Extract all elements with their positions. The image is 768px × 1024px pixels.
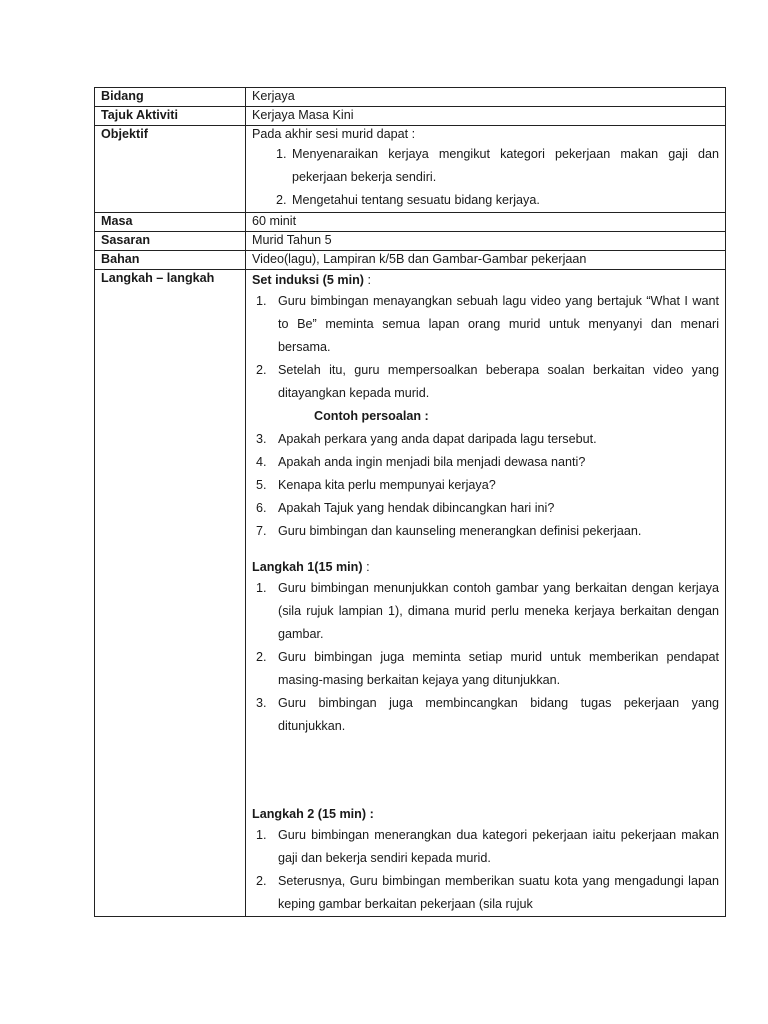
bidang-label: Bidang — [95, 88, 246, 107]
item-text: Setelah itu, guru mempersoalkan beberapa soalan berkaitan video yang ditayangkan kepada murid. — [278, 363, 719, 400]
bahan-label: Bahan — [95, 251, 246, 270]
list-item — [252, 520, 719, 543]
langkah1-list — [252, 577, 719, 738]
masa-label: Masa — [95, 213, 246, 232]
contoh-list — [252, 428, 719, 543]
list-item — [252, 824, 719, 870]
list-item — [252, 359, 719, 405]
item-text: Menyenaraikan kerjaya mengikut kategori pekerjaan makan gaji dan pekerjaan bekerja sendiri. — [292, 147, 719, 184]
list-item — [252, 577, 719, 646]
tajuk-label: Tajuk Aktiviti — [95, 107, 246, 126]
objektif-intro: Pada akhir sesi murid dapat : — [252, 127, 416, 141]
row-langkah — [95, 270, 726, 917]
lesson-plan-table — [94, 87, 726, 917]
item-number: 4. — [256, 455, 267, 469]
list-item — [252, 451, 719, 474]
contoh-persoalan-title: Contoh persoalan : — [314, 409, 429, 423]
item-text: Guru bimbingan juga membincangkan bidang tugas pekerjaan yang ditunjukkan. — [278, 696, 719, 733]
list-item — [252, 497, 719, 520]
langkah2-list — [252, 824, 719, 916]
list-item — [252, 692, 719, 738]
item-text: Apakah Tajuk yang hendak dibincangkan hari ini? — [278, 501, 555, 515]
objektif-item — [252, 189, 719, 212]
sasaran-label: Sasaran — [95, 232, 246, 251]
item-number: 7. — [256, 524, 267, 538]
item-text: Kenapa kita perlu mempunyai kerjaya? — [278, 478, 496, 492]
list-item — [252, 428, 719, 451]
item-text: Seterusnya, Guru bimbingan memberikan suatu kota yang mengadungi lapan keping gambar berkaitan pekerjaan (sila rujuk — [278, 874, 719, 911]
item-number: 5. — [256, 478, 267, 492]
langkah-label: Langkah – langkah — [95, 270, 246, 917]
masa-value: 60 minit — [246, 213, 726, 232]
item-number: 3. — [256, 432, 267, 446]
list-item — [252, 646, 719, 692]
langkah1-title — [252, 557, 719, 577]
list-item — [252, 870, 719, 916]
item-number: 3. — [256, 696, 267, 710]
list-item — [252, 474, 719, 497]
tajuk-value: Kerjaya Masa Kini — [246, 107, 726, 126]
item-text: Apakah anda ingin menjadi bila menjadi dewasa nanti? — [278, 455, 586, 469]
langkah2-title: Langkah 2 (15 min) : — [252, 807, 374, 821]
item-number: 1. — [256, 828, 267, 842]
row-bahan — [95, 251, 726, 270]
item-text: Guru bimbingan dan kaunseling menerangkan definisi pekerjaan. — [278, 524, 642, 538]
item-number: 2. — [256, 363, 267, 377]
set-induksi-title-text: Set induksi (5 min) — [252, 273, 364, 287]
set-induksi-title — [252, 270, 719, 290]
set-induksi-list — [252, 290, 719, 405]
item-number: 1. — [256, 294, 267, 308]
item-number: 6. — [256, 501, 267, 515]
row-objektif — [95, 126, 726, 213]
item-text: Apakah perkara yang anda dapat daripada lagu tersebut. — [278, 432, 597, 446]
item-number: 2. — [256, 874, 267, 888]
item-text: Guru bimbingan menayangkan sebuah lagu video yang bertajuk “What I want to Be” meminta semua lapan orang murid untuk menyanyi dan menari bersama. — [278, 294, 719, 354]
objektif-label: Objektif — [95, 126, 246, 213]
row-masa — [95, 213, 726, 232]
langkah-cell — [246, 270, 726, 917]
objektif-cell — [246, 126, 726, 213]
row-tajuk — [95, 107, 726, 126]
row-sasaran — [95, 232, 726, 251]
item-text: Guru bimbingan menunjukkan contoh gambar yang berkaitan dengan kerjaya (sila rujuk lampian 1), dimana murid perlu meneka kerjaya berkaitan dengan gambar. — [278, 581, 719, 641]
sasaran-value: Murid Tahun 5 — [246, 232, 726, 251]
item-number: 2. — [256, 650, 267, 664]
item-text: Mengetahui tentang sesuatu bidang kerjaya. — [292, 193, 540, 207]
item-number: 1. — [256, 581, 267, 595]
item-number: 2. — [276, 193, 287, 207]
objektif-item — [252, 143, 719, 189]
langkah1-title-suffix: : — [362, 560, 370, 574]
item-text: Guru bimbingan juga meminta setiap murid untuk memberikan pendapat masing-masing berkaitan kejaya yang ditunjukkan. — [278, 650, 719, 687]
row-bidang — [95, 88, 726, 107]
set-induksi-title-suffix: : — [363, 273, 371, 287]
item-text: Guru bimbingan menerangkan dua kategori pekerjaan iaitu pekerjaan makan gaji dan bekerja sendiri kepada murid. — [278, 828, 719, 865]
bahan-value: Video(lagu), Lampiran k/5B dan Gambar-Gambar pekerjaan — [246, 251, 726, 270]
item-number: 1. — [276, 147, 287, 161]
langkah1-title-text: Langkah 1(15 min) — [252, 560, 363, 574]
list-item — [252, 290, 719, 359]
bidang-value: Kerjaya — [246, 88, 726, 107]
